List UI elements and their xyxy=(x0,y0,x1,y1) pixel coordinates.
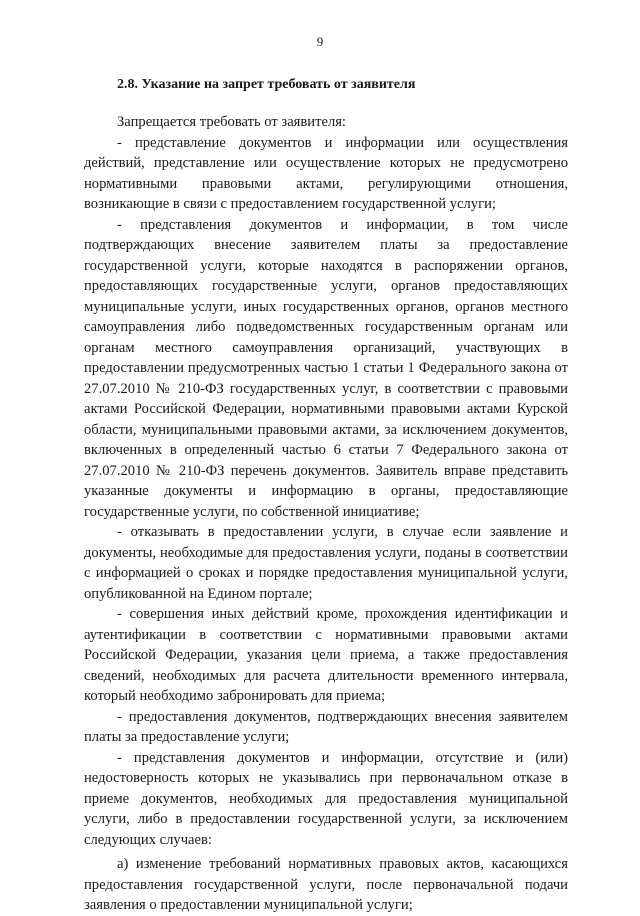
page-number: 9 xyxy=(316,34,324,49)
list-item-paragraph: - представление документов и информации или осуществления действий, представление или осуществление которых не предусмотрено нормативными правовыми актами, регулирующими отношения, возникающие в связи с предоставлением государственной услуги; xyxy=(84,134,568,212)
list-item-paragraph: - предоставления документов, подтверждающих внесения заявителем платы за предоставление услуги; xyxy=(84,708,568,745)
list-item-paragraph: - представления документов и информации, в том числе подтверждающих внесение заявителем платы за предоставление государственной услуги, которые находятся в распоряжении органов, предоставляющих государственные услуги, органов предоставляющих муниципальные услуги, иных государственных органов, органов местного самоуправления либо подведомственных государственным органам или органам местного самоуправления организаций, участвующих в предоставлении предусмотренных частью 1 статьи 1 Федерального закона от 27.07.2010 № 210-ФЗ государственных услуг, в соответствии с правовыми актами Российской Федерации, нормативными правовыми актами Курской области, муниципальными правовыми актами, за исключением документов, включенных в определенный частью 6 статьи 7 Федерального закона от 27.07.2010 № 210-ФЗ перечень документов. Заявитель вправе представить указанные документы и информацию в органы, предоставляющие государственные услуги, по собственной инициативе; xyxy=(84,216,568,520)
list-item-paragraph: - совершения иных действий кроме, прохождения идентификации и аутентификации в соответствии с нормативными правовыми актами Российской Федерации, указания цели приема, а также предоставления сведений, необходимых для расчета длительности временного интервала, который необходимо забронировать для приема; xyxy=(84,606,568,704)
section-body xyxy=(84,112,568,916)
section-heading: 2.8. Указание на запрет требовать от заявителя xyxy=(117,77,416,92)
intro-paragraph: Запрещается требовать от заявителя: xyxy=(117,114,346,130)
list-item-paragraph: - представления документов и информации, отсутствие и (или) недостоверность которых не указывались при первоначальном отказе в приеме документов, необходимых для предоставления муниципальной услуги, либо в предоставлении государственной услуги, за исключением следующих случаев: xyxy=(84,749,568,848)
list-item-paragraph: - отказывать в предоставлении услуги, в случае если заявление и документы, необходимые для предоставления услуги, поданы в соответствии с информацией о сроках и порядке предоставления муниципальной услуги, опубликованной на Едином портале; xyxy=(84,524,568,602)
exception-item-paragraph: а) изменение требований нормативных правовых актов, касающихся предоставления государственной услуги, после первоначальной подачи заявления о предоставлении муниципальной услуги; xyxy=(84,856,568,913)
